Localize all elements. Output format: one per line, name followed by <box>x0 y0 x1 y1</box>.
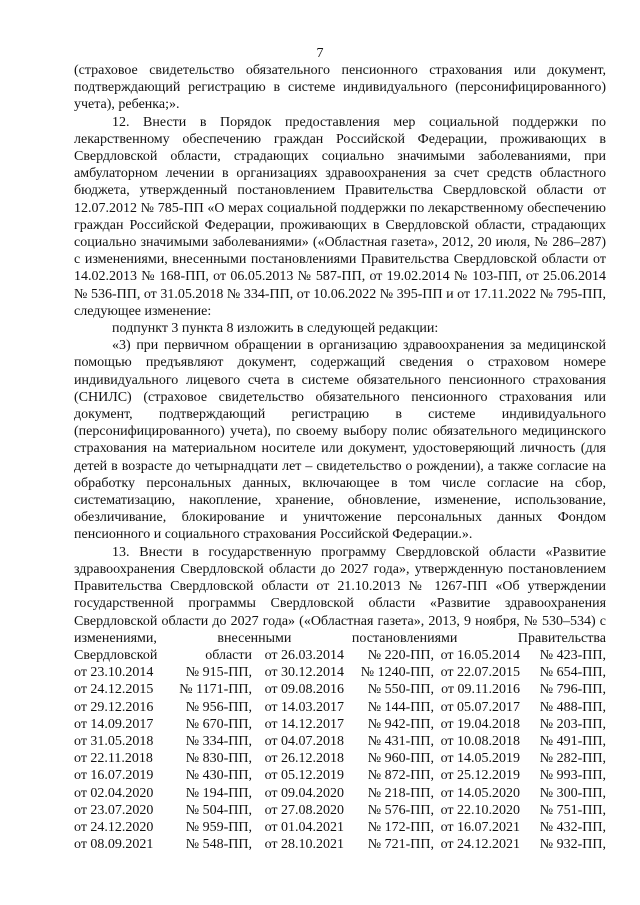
ordinance-date: Свердловской <box>74 647 158 663</box>
text-line: от 12.07.2012 № 785-ПП «О мерах социальной поддержки по лекарственному <box>74 183 607 216</box>
text-line: № 334-ПП, от 10.06.2022 № 395-ПП и от 17.11.2022 № 795-ПП, следующее изменение: <box>74 286 606 319</box>
ordinance-number: № 491-ПП, <box>539 733 606 749</box>
ordinance-number: № 872-ПП, <box>367 768 434 784</box>
ordinance-number: № 218-ПП, <box>367 785 434 801</box>
text-line: согласие на сбор, систематизацию, накопление, хранение, обновление, изменение, <box>74 475 606 509</box>
text-line: амбулаторном лечении в организациях здравоохранения за счет средств областного <box>74 166 606 182</box>
ordinance-number: № 203-ПП, <box>539 716 606 732</box>
ordinance-number: № 423-ПП, <box>539 647 606 663</box>
ordinance-date: от 23.10.2014 <box>74 665 154 681</box>
ordinance-number: № 220-ПП, <box>367 647 434 663</box>
text-line: (персонифицированного) учета), по своему выбору полис обязательного <box>74 424 518 440</box>
page-number: 7 <box>316 46 324 61</box>
ordinance-date: от 08.09.2021 <box>74 837 154 853</box>
ordinance-row <box>74 819 606 836</box>
text-line: 12. Внести в Порядок предоставления мер социальной поддержки по <box>112 114 606 130</box>
ordinance-number: № 942-ПП, <box>367 716 434 732</box>
ordinance-row <box>74 733 606 750</box>
ordinance-date: от 22.11.2018 <box>74 751 153 767</box>
ordinance-date: от 01.04.2021 <box>264 819 344 835</box>
ordinance-number: № 194-ПП, <box>185 785 252 801</box>
ordinance-number: № 550-ПП, <box>367 682 434 698</box>
text-line: помощью предъявляют документ, содержащий сведения о страховом номере <box>74 355 606 371</box>
ordinance-row <box>74 836 606 853</box>
text-line: медицинского страхования на материальном носителе или документ, удостоверяющий <box>74 424 607 457</box>
ordinance-number: № 959-ПП, <box>185 819 252 835</box>
paragraph-snils-continuation <box>74 62 606 114</box>
paragraph-item-13 <box>74 544 606 647</box>
paragraph-new-wording <box>74 337 606 543</box>
ordinance-date: от 24.12.2015 <box>74 682 154 698</box>
ordinance-number: области <box>205 647 252 663</box>
ordinance-number: № 300-ПП, <box>539 785 606 801</box>
ordinance-row <box>74 785 606 802</box>
ordinances-list <box>74 647 606 853</box>
ordinance-date: от 22.07.2015 <box>440 665 520 681</box>
text-line: или документ, подтверждающий регистрацию в системе индивидуального <box>74 389 606 423</box>
ordinance-date: от 31.05.2018 <box>74 733 154 749</box>
ordinance-date: от 02.04.2020 <box>74 785 154 801</box>
ordinance-number: № 488-ПП, <box>539 699 606 715</box>
ordinance-number: № 431-ПП, <box>367 733 434 749</box>
ordinance-number: № 932-ПП, <box>539 837 606 853</box>
document-body <box>74 62 606 853</box>
ordinance-number: № 334-ПП, <box>185 733 252 749</box>
ordinance-number: № 144-ПП, <box>367 699 434 715</box>
text-line: № 587-ПП, от 19.02.2014 № 103-ПП, от 25.06.2014 № 536-ПП, от 31.05.2018 <box>74 269 606 302</box>
ordinance-date: от 26.03.2014 <box>264 647 344 663</box>
ordinance-number: № 830-ПП, <box>185 751 252 767</box>
ordinance-date: от 30.12.2014 <box>264 665 344 681</box>
ordinance-number: № 1171-ПП, <box>179 682 252 698</box>
text-line: бюджета, утвержденный постановлением Правительства Свердловской области <box>74 183 584 199</box>
paragraph-item-12 <box>74 114 606 320</box>
text-line: личность (для детей в возрасте до четырнадцати лет – свидетельство о рождении), <box>74 441 606 474</box>
ordinance-date: от 25.12.2019 <box>440 768 520 784</box>
text-line: (страховое свидетельство обязательного пенсионного страхования или документ, <box>74 63 606 78</box>
ordinance-row <box>74 664 606 681</box>
text-line: а также согласие на обработку персональных данных, включающее в том числе <box>74 458 606 491</box>
text-line: «3) при первичном обращении в организацию здравоохранения за медицинской <box>112 338 606 354</box>
ordinance-date: от 09.04.2020 <box>264 785 344 801</box>
ordinance-date: от 09.08.2016 <box>264 682 344 698</box>
text-line: Правительства Свердловской области от 14.02.2013 № 168-ПП, от 06.05.2013 <box>74 252 606 285</box>
text-line: использование, обезличивание, блокирование и уничтожение персональных данных <box>74 493 606 526</box>
ordinance-date: от 10.08.2018 <box>440 733 520 749</box>
ordinance-date: от 16.05.2014 <box>440 647 520 663</box>
text-line: здравоохранения Свердловской области до 2027 года» («Областная газета», 2013, <box>74 596 607 629</box>
ordinance-date: от 05.07.2017 <box>440 699 520 715</box>
ordinance-number: № 172-ПП, <box>367 819 434 835</box>
text-line: 2012, 20 июля, № 286–287) с изменениями, внесенными постановлениями <box>74 235 607 268</box>
ordinance-row <box>74 767 606 784</box>
text-line: 9 ноября, № 530–534) с изменениями, внесенными постановлениями Правительства <box>74 613 606 646</box>
ordinance-row <box>74 750 606 767</box>
ordinance-number: № 576-ПП, <box>367 802 434 818</box>
ordinance-date: от 14.03.2017 <box>264 699 344 715</box>
ordinance-number: № 504-ПП, <box>185 802 252 818</box>
ordinance-row <box>74 802 606 819</box>
ordinance-date: от 28.10.2021 <box>264 837 344 853</box>
ordinance-date: от 27.08.2020 <box>264 802 344 818</box>
ordinance-number: № 915-ПП, <box>185 665 252 681</box>
text-line: подтверждающий регистрацию в системе индивидуального (персонифицированного) <box>74 80 606 96</box>
ordinance-date: от 14.09.2017 <box>74 716 154 732</box>
text-line: подпункт 3 пункта 8 изложить в следующей редакции: <box>112 321 439 337</box>
paragraph-subitem-instruction <box>74 320 606 337</box>
ordinance-row <box>74 699 606 716</box>
ordinance-date: от 16.07.2021 <box>440 819 520 835</box>
ordinance-number: № 548-ПП, <box>185 837 252 853</box>
ordinance-number: № 282-ПП, <box>539 751 606 767</box>
text-line: «Об утверждении государственной программы Свердловской области «Развитие <box>74 579 606 612</box>
text-line: индивидуального лицевого счета в системе обязательного пенсионного страхования <box>74 372 606 388</box>
text-line: учета), ребенка;». <box>74 97 180 113</box>
text-line: обеспечению граждан Российской Федерации, проживающих в Свердловской <box>74 200 606 233</box>
ordinance-number: № 796-ПП, <box>539 682 606 698</box>
ordinance-number: № 432-ПП, <box>539 819 606 835</box>
ordinance-number: № 1240-ПП, <box>360 665 434 681</box>
ordinance-number: № 956-ПП, <box>185 699 252 715</box>
ordinance-row <box>74 681 606 698</box>
ordinance-date: от 23.07.2020 <box>74 802 154 818</box>
text-line: области, страдающих социально значимыми заболеваниями» («Областная газета», <box>74 217 606 251</box>
ordinance-date: от 24.12.2021 <box>440 837 520 853</box>
ordinance-date: от 26.12.2018 <box>264 751 344 767</box>
ordinance-row <box>74 716 606 733</box>
ordinance-row <box>74 647 606 664</box>
ordinance-number: № 430-ПП, <box>185 768 252 784</box>
ordinance-date: от 05.12.2019 <box>264 768 344 784</box>
ordinance-date: от 14.12.2017 <box>264 716 344 732</box>
ordinance-date: от 16.07.2019 <box>74 768 154 784</box>
ordinance-number: № 670-ПП, <box>185 716 252 732</box>
text-line: в Свердловской области, страдающих социально значимыми заболеваниями, при <box>74 131 606 165</box>
ordinance-date: от 24.12.2020 <box>74 819 154 835</box>
ordinance-number: № 654-ПП, <box>539 665 606 681</box>
ordinance-number: № 721-ПП, <box>367 837 434 853</box>
text-line: лекарственному обеспечению граждан Российской Федерации, проживающих <box>74 131 587 147</box>
ordinance-date: от 29.12.2016 <box>74 699 154 715</box>
ordinance-number: № 993-ПП, <box>539 768 606 784</box>
ordinance-date: от 19.04.2018 <box>440 716 520 732</box>
ordinance-number: № 751-ПП, <box>539 802 606 818</box>
text-line: Фондом пенсионного и социального страхования Российской Федерации.». <box>74 510 606 543</box>
ordinance-date: от 22.10.2020 <box>440 802 520 818</box>
ordinance-date: от 09.11.2016 <box>441 682 520 698</box>
text-line: здравоохранения Свердловской области до 2027 года», утвержденную <box>74 561 504 577</box>
ordinance-number: № 960-ПП, <box>367 751 434 767</box>
ordinance-date: от 04.07.2018 <box>264 733 344 749</box>
ordinance-date: от 14.05.2020 <box>440 785 520 801</box>
text-line: постановлением Правительства Свердловской области от 21.10.2013 № 1267-ПП <box>74 561 606 595</box>
ordinance-date: от 14.05.2019 <box>440 751 520 767</box>
text-line: (СНИЛС) (страховое свидетельство обязательного пенсионного страхования <box>74 389 573 405</box>
text-line: 13. Внести в государственную программу Свердловской области «Развитие <box>112 544 606 560</box>
